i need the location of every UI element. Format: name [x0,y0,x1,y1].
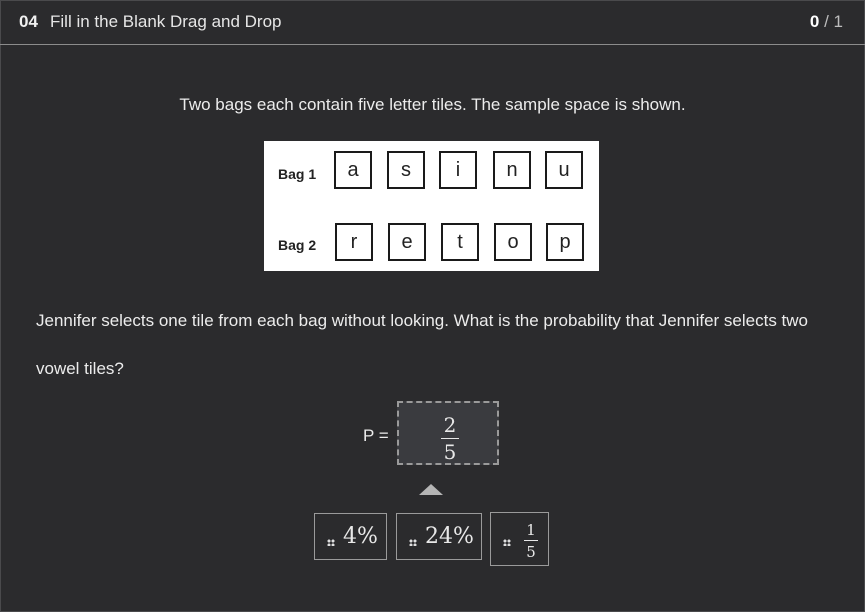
tile-a: a [334,151,372,189]
tile-n: n [493,151,531,189]
tile-e: e [388,223,426,261]
tile-o: o [494,223,532,261]
choice-label: 24% [425,524,474,549]
bag-2-label: Bag 2 [278,237,317,253]
fraction-bar [524,540,538,541]
bag-1-label: Bag 1 [278,166,317,182]
choice-numerator: 1 [526,521,536,539]
choice-one-fifth[interactable] [490,512,549,566]
drag-handle-icon[interactable] [409,539,417,546]
tile-r: r [335,223,373,261]
drag-handle-icon[interactable] [503,539,511,546]
tile-t: t [441,223,479,261]
answer-label: P = [363,426,389,445]
sample-space-figure [264,141,599,271]
question-text: Jennifer selects one tile from each bag without looking. What is the probability that Jennifer selects two vowel tiles? [36,311,809,378]
question-header [0,0,865,45]
choice-denominator: 5 [526,543,536,561]
placed-fraction[interactable] [441,413,459,464]
pointer-arrow-icon [419,484,443,495]
tile-p: p [546,223,584,261]
score-earned: 0 [809,12,820,31]
intro-text: Two bags each contain five letter tiles. The sample space is shown. [179,95,686,114]
tile-u: u [545,151,583,189]
choice-24-percent[interactable] [396,513,482,560]
drag-handle-icon[interactable] [327,539,335,546]
placed-numerator: 2 [443,413,457,437]
choice-fraction [524,521,538,561]
question-number: 04 [19,12,38,31]
tile-i: i [439,151,477,189]
question-title: Fill in the Blank Drag and Drop [50,12,282,31]
fraction-bar [441,438,459,439]
score-total: / 1 [824,12,843,31]
choice-4-percent[interactable] [314,513,387,560]
placed-denominator: 5 [443,440,457,464]
score [810,12,843,32]
answer-drop-zone[interactable] [397,401,499,465]
choice-label: 4% [343,524,378,549]
tile-s: s [387,151,425,189]
